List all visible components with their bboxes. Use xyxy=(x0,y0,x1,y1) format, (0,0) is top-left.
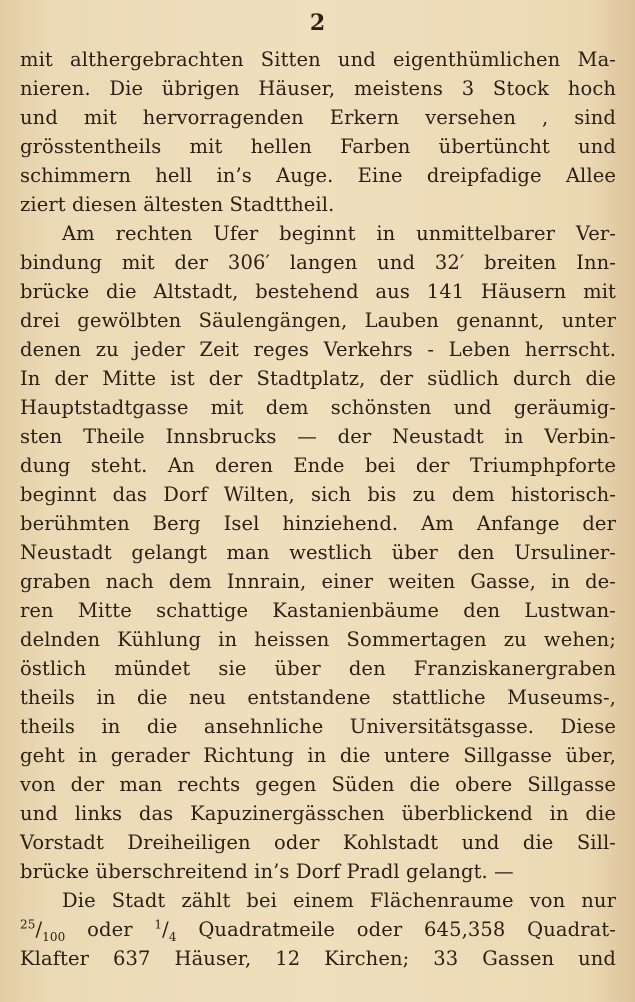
text-line: drei gewölbten Säulengängen, Lauben genannt, unter xyxy=(20,309,616,332)
text-line: von der man rechts gegen Süden die obere Sillgasse xyxy=(20,773,616,796)
text-line: nieren. Die übrigen Häuser, meistens 3 Stock hoch xyxy=(20,77,616,100)
text-line: Am rechten Ufer beginnt in unmittelbarer Ver- xyxy=(62,222,616,245)
text-line: grösstentheils mit hellen Farben übertüncht und xyxy=(20,135,616,158)
fraction-tail: Quadratmeile oder 645,358 Quadrat- xyxy=(176,918,616,941)
text-line: theils in die neu entstandene stattliche Museums-, xyxy=(20,686,616,709)
text-line: ziert diesen ältesten Stadttheil. xyxy=(20,193,335,216)
text-line: Hauptstadtgasse mit dem schönsten und geräumig- xyxy=(20,396,616,419)
text-line: brücke überschreitend in’s Dorf Pradl gelangt. — xyxy=(20,860,514,883)
text-line: berühmten Berg Isel hinziehend. Am Anfange der xyxy=(20,512,616,535)
text-line: denen zu jeder Zeit reges Verkehrs - Leben herrscht. xyxy=(20,338,616,361)
text-line: Vorstadt Dreiheiligen oder Kohlstadt und die Sill- xyxy=(20,831,616,854)
fraction-denominator: 4 xyxy=(168,929,177,944)
text-line: geht in gerader Richtung in die untere Sillgasse über, xyxy=(20,744,616,767)
text-line: Neustadt gelangt man westlich über den Ursuliner- xyxy=(20,541,616,564)
text-line: bindung mit der 306′ langen und 32′ breiten Inn- xyxy=(20,251,616,274)
fraction-connector: oder xyxy=(65,918,155,941)
text-line: Klafter 637 Häuser, 12 Kirchen; 33 Gassen und xyxy=(20,947,616,970)
body-text xyxy=(20,45,616,973)
text-line: dung steht. An deren Ende bei der Triumphpforte xyxy=(20,454,616,477)
fraction-numerator: 1 xyxy=(154,917,163,932)
fraction-numerator: 25 xyxy=(20,917,36,932)
text-line: sten Theile Innsbrucks — der Neustadt in Verbin- xyxy=(20,425,616,448)
text-line: und mit hervorragenden Erkern versehen , sind xyxy=(20,106,616,129)
text-line: beginnt das Dorf Wilten, sich bis zu dem historisch- xyxy=(20,483,616,506)
page-number: 2 xyxy=(309,10,326,36)
text-line: östlich mündet sie über den Franziskanergraben xyxy=(20,657,616,680)
fraction-25-100: $^{25}/_{100}$ xyxy=(20,917,66,944)
text-line: und links das Kapuzinergässchen überblickend in die xyxy=(20,802,616,825)
fraction-text-line xyxy=(20,915,616,944)
fraction-denominator: 100 xyxy=(42,929,66,944)
text-line: brücke die Altstadt, bestehend aus 141 Häusern mit xyxy=(20,280,616,303)
text-line: mit althergebrachten Sitten und eigenthümlichen Ma- xyxy=(20,48,616,71)
text-line: Die Stadt zählt bei einem Flächenraume von nur xyxy=(62,889,616,912)
text-line: ren Mitte schattige Kastanienbäume den Lustwan- xyxy=(20,599,616,622)
text-line: schimmern hell in’s Auge. Eine dreipfadige Allee xyxy=(20,164,616,187)
text-line: In der Mitte ist der Stadtplatz, der südlich durch die xyxy=(20,367,616,390)
text-line: theils in die ansehnliche Universitätsgasse. Diese xyxy=(20,715,616,738)
text-line: delnden Kühlung in heissen Sommertagen zu wehen; xyxy=(20,628,616,651)
text-line: graben nach dem Innrain, einer weiten Gasse, in de- xyxy=(20,570,616,593)
fraction-1-4: $^1/_4$ xyxy=(154,917,177,944)
